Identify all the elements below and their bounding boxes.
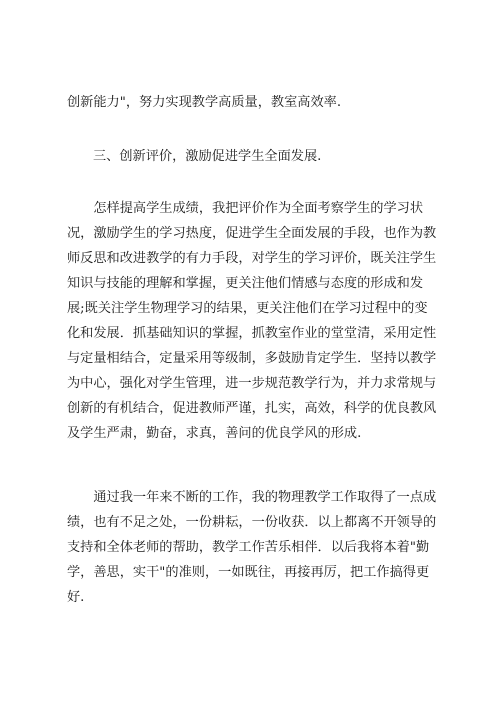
text-line: 为中心，强化对学生管理，进一步规范教学行为，并力求常规与	[67, 376, 437, 391]
text-line: 学，善思，实干"的准则，一如既往，再接再厉，把工作搞得更	[67, 565, 430, 580]
text-line: 化和发展．抓基础知识的掌握，抓教室作业的堂堂清，采用定性	[67, 326, 437, 341]
text-line: 况，激励学生的学习热度，促进学生全面发展的手段，也作为教	[67, 226, 437, 241]
paragraph-continuation	[67, 90, 437, 115]
text-line: 知识与技能的理解和掌握，更关注他们情感与态度的形成和发	[67, 276, 424, 291]
text-line: 绩，也有不足之处，一份耕耘，一份收获．以上都离不开领导的	[67, 515, 437, 530]
text-line: 怎样提高学生成绩，我把评价作为全面考察学生的学习状	[67, 201, 424, 216]
text-line: 好.	[67, 590, 85, 605]
text-line: 与定量相结合，定量采用等级制，多鼓励肯定学生．坚持以教学	[67, 351, 437, 366]
text-line: 通过我一年来不断的工作，我的物理教学工作取得了一点成	[67, 490, 437, 505]
section-heading	[67, 144, 437, 169]
text-line: 及学生严肃，勤奋，求真，善问的优良学风的形成.	[67, 426, 362, 441]
paragraph-summary	[67, 485, 437, 610]
heading-text: 三、创新评价，激励促进学生全面发展.	[93, 149, 322, 164]
text-line: 创新能力"，努力实现教学高质量，教室高效率.	[67, 95, 342, 110]
text-line: 支持和全体老师的帮助，教学工作苦乐相伴．以后我将本着"勤	[67, 540, 430, 555]
paragraph-evaluation	[67, 196, 437, 446]
text-line: 创新的有机结合，促进教师严谨，扎实，高效，科学的优良教风	[67, 401, 437, 416]
text-line: 师反思和改进教学的有力手段，对学生的学习评价，既关注学生	[67, 251, 437, 266]
text-line: 展;既关注学生物理学习的结果，更关注他们在学习过程中的变	[67, 301, 428, 316]
